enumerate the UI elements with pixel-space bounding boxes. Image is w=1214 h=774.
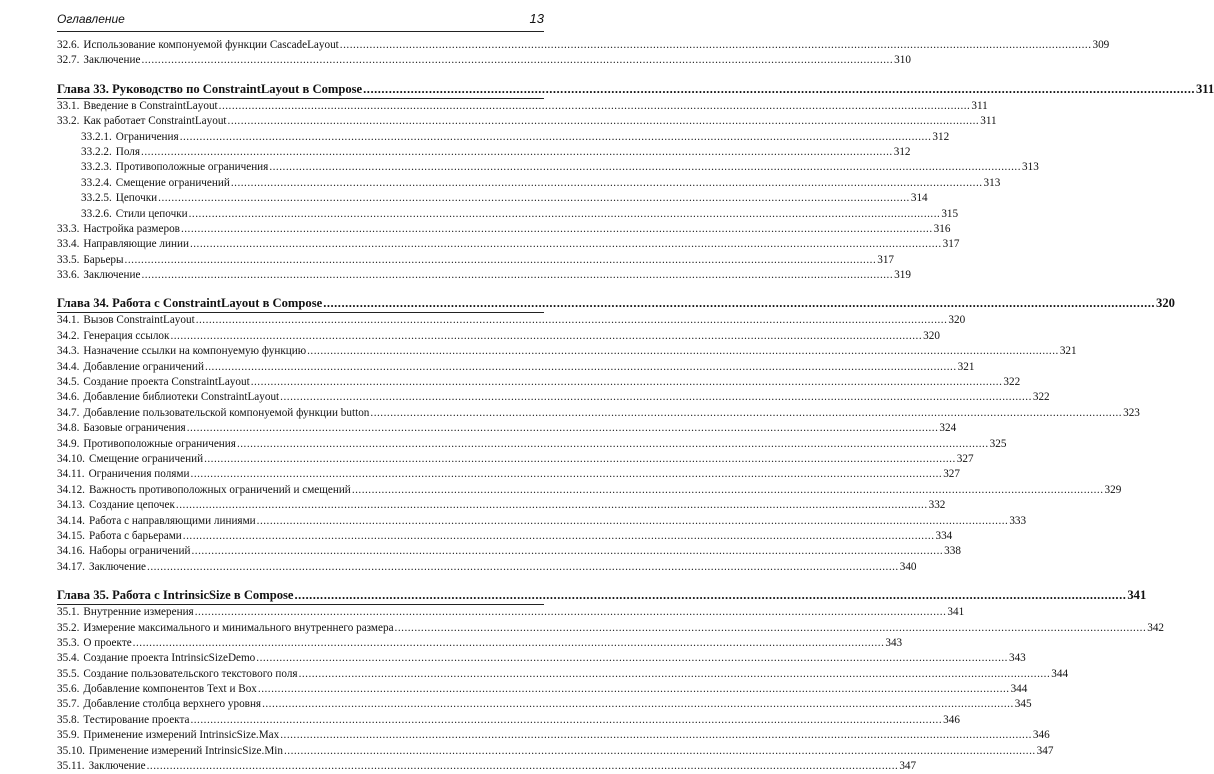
entry-title: Добавление компонентов Text и Box bbox=[83, 683, 257, 696]
entry-number: 34.8. bbox=[57, 422, 80, 435]
entry-title: Поля bbox=[115, 145, 141, 158]
entry-number: 33.2.5. bbox=[81, 192, 112, 205]
dot-leader bbox=[176, 498, 928, 513]
entry-page: 346 bbox=[943, 713, 960, 726]
toc-section-entry[interactable] bbox=[57, 253, 895, 268]
entry-page: 345 bbox=[1014, 698, 1032, 711]
entry-page: 320 bbox=[923, 329, 940, 342]
entry-title: Внутренние измерения bbox=[83, 606, 194, 619]
entry-page: 344 bbox=[1051, 667, 1069, 680]
toc-group bbox=[57, 38, 1110, 69]
entry-title: Работа с барьерами bbox=[88, 529, 182, 542]
dot-leader bbox=[231, 176, 983, 191]
dot-leader bbox=[170, 329, 922, 344]
toc-chapter-entry[interactable] bbox=[57, 81, 1214, 98]
entry-number: 33.2.6. bbox=[81, 207, 112, 220]
dot-leader bbox=[262, 697, 1014, 712]
dot-leader bbox=[190, 713, 942, 728]
dot-leader bbox=[133, 636, 885, 651]
entry-page: 313 bbox=[1022, 161, 1039, 174]
toc-section-entry[interactable] bbox=[57, 621, 1165, 636]
toc-section-entry[interactable] bbox=[57, 38, 1110, 53]
entry-page: 327 bbox=[956, 452, 974, 465]
entry-page: 338 bbox=[944, 545, 961, 558]
toc-section-entry[interactable] bbox=[57, 237, 960, 252]
toc-section-entry[interactable] bbox=[57, 406, 1140, 421]
entry-number: 33.4. bbox=[57, 238, 80, 251]
entry-title: Применение измерений IntrinsicSize.Min bbox=[88, 744, 283, 757]
entry-title: Смещение ограничений bbox=[88, 452, 204, 465]
dot-leader bbox=[180, 130, 932, 145]
entry-page: 321 bbox=[957, 360, 975, 373]
entry-number: 33.2.4. bbox=[81, 176, 112, 189]
entry-page: 342 bbox=[1147, 621, 1165, 634]
entry-title: О проекте bbox=[83, 636, 132, 649]
toc-section-entry[interactable] bbox=[57, 375, 1021, 390]
dot-leader bbox=[195, 605, 947, 620]
toc-section-entry[interactable] bbox=[57, 313, 966, 328]
toc-subsection-entry[interactable] bbox=[57, 145, 911, 160]
dot-leader bbox=[299, 667, 1051, 682]
dot-leader bbox=[183, 529, 935, 544]
spacer bbox=[57, 69, 544, 81]
chapter-title: Глава 33. Руководство по ConstraintLayout в Compose bbox=[57, 81, 363, 96]
entry-title: Работа с направляющими линиями bbox=[88, 514, 256, 527]
toc-group bbox=[57, 283, 1175, 575]
entry-page: 315 bbox=[941, 207, 959, 220]
entry-title: Смещение ограничений bbox=[115, 176, 230, 189]
dot-leader bbox=[191, 544, 943, 559]
entry-number: 33.1. bbox=[57, 99, 80, 112]
entry-number: 32.6. bbox=[57, 39, 80, 51]
toc-section-entry[interactable] bbox=[57, 53, 911, 68]
entry-number: 35.1. bbox=[57, 606, 80, 619]
entry-page: 341 bbox=[947, 606, 965, 619]
dot-leader bbox=[158, 191, 910, 206]
toc-section-entry[interactable] bbox=[57, 529, 953, 544]
entry-page: 325 bbox=[989, 437, 1007, 450]
entry-page: 323 bbox=[1123, 406, 1140, 419]
entry-title: Заключение bbox=[88, 760, 146, 773]
toc-section-entry[interactable] bbox=[57, 636, 903, 651]
dot-leader bbox=[307, 344, 1059, 359]
entry-page: 311 bbox=[971, 99, 988, 112]
dot-leader bbox=[284, 744, 1036, 759]
toc-section-entry[interactable] bbox=[57, 222, 951, 237]
toc-section-entry[interactable] bbox=[57, 329, 940, 344]
entry-title: Добавление ограничений bbox=[83, 360, 204, 373]
page-number: 13 bbox=[529, 11, 544, 26]
entry-title: Измерение максимального и минимального внутреннего размера bbox=[83, 621, 394, 634]
entry-number: 33.5. bbox=[57, 253, 80, 266]
entry-title: Заключение bbox=[88, 560, 147, 573]
toc-section-entry[interactable] bbox=[57, 437, 1007, 452]
toc-section-entry[interactable] bbox=[57, 713, 960, 728]
entry-title: Заключение bbox=[83, 269, 141, 282]
toc-section-entry[interactable] bbox=[57, 390, 1050, 405]
toc-section-entry[interactable] bbox=[57, 99, 988, 114]
entry-title: Направляющие линии bbox=[83, 238, 189, 251]
entry-page: 312 bbox=[893, 145, 911, 158]
dot-leader bbox=[205, 360, 957, 375]
toc-section-entry[interactable] bbox=[57, 544, 961, 559]
entry-title: Барьеры bbox=[83, 253, 124, 266]
dot-leader bbox=[340, 38, 1092, 53]
entry-page: 332 bbox=[928, 499, 946, 512]
entry-number: 35.2. bbox=[57, 621, 80, 634]
entry-page: 321 bbox=[1059, 345, 1077, 358]
toc-section-entry[interactable] bbox=[57, 452, 974, 467]
entry-title: Создание пользовательского текстового поля bbox=[83, 667, 298, 680]
entry-number: 34.5. bbox=[57, 376, 80, 389]
spacer bbox=[57, 283, 544, 295]
dot-leader bbox=[141, 53, 893, 68]
chapter-page: 311 bbox=[1196, 81, 1214, 96]
entry-title: Цепочки bbox=[115, 192, 158, 205]
entry-page: 324 bbox=[939, 422, 957, 435]
dot-leader bbox=[190, 237, 942, 252]
entry-number: 34.17. bbox=[57, 560, 85, 573]
entry-title: Добавление пользовательской компонуемой функции button bbox=[83, 406, 370, 419]
entry-title: Важность противоположных ограничений и смещений bbox=[88, 483, 351, 496]
toc-section-entry[interactable] bbox=[57, 728, 1050, 743]
toc-section-entry[interactable] bbox=[57, 651, 1026, 666]
entry-page: 317 bbox=[877, 253, 895, 266]
dot-leader bbox=[256, 651, 1008, 666]
entry-number: 35.6. bbox=[57, 683, 80, 696]
entry-title: Генерация ссылок bbox=[83, 329, 170, 342]
spacer bbox=[57, 575, 544, 587]
entry-page: 320 bbox=[948, 314, 966, 327]
entry-title: Создание проекта IntrinsicSizeDemo bbox=[83, 652, 256, 665]
entry-title: Ограничения полями bbox=[88, 468, 190, 481]
dot-leader bbox=[204, 452, 956, 467]
entry-page: 316 bbox=[933, 222, 951, 235]
dot-leader bbox=[280, 390, 1032, 405]
toc-group bbox=[57, 575, 1165, 774]
entry-page: 343 bbox=[885, 636, 903, 649]
entry-page: 310 bbox=[894, 54, 911, 67]
entry-page: 333 bbox=[1009, 514, 1027, 527]
dot-leader bbox=[363, 81, 1195, 98]
entry-title: Настройка размеров bbox=[83, 222, 180, 235]
dot-leader bbox=[147, 560, 899, 575]
entry-title: Применение измерений IntrinsicSize.Max bbox=[83, 729, 280, 742]
entry-page: 334 bbox=[935, 529, 953, 542]
page-header bbox=[57, 10, 544, 32]
entry-number: 33.2.2. bbox=[81, 145, 112, 158]
dot-leader bbox=[352, 483, 1104, 498]
chapter-page: 320 bbox=[1156, 296, 1175, 311]
entry-number: 34.9. bbox=[57, 437, 80, 450]
entry-title: Стили цепочки bbox=[115, 207, 188, 220]
entry-title: Противоположные ограничения bbox=[115, 161, 269, 174]
entry-title: Использование компонуемой функции CascadeLayout bbox=[83, 39, 339, 51]
entry-number: 35.10. bbox=[57, 744, 85, 757]
entry-page: 319 bbox=[894, 269, 911, 282]
dot-leader bbox=[258, 682, 1010, 697]
toc-section-entry[interactable] bbox=[57, 744, 1054, 759]
entry-page: 317 bbox=[942, 238, 960, 251]
entry-title: Противоположные ограничения bbox=[83, 437, 236, 450]
toc-section-entry[interactable] bbox=[57, 467, 960, 482]
entry-title: Ограничения bbox=[115, 130, 179, 143]
entry-number: 35.4. bbox=[57, 652, 80, 665]
entry-number: 35.3. bbox=[57, 636, 80, 649]
toc-section-entry[interactable] bbox=[57, 483, 1122, 498]
entry-title: Введение в ConstraintLayout bbox=[83, 99, 218, 112]
entry-page: 347 bbox=[899, 760, 917, 773]
entry-number: 34.10. bbox=[57, 452, 85, 465]
entry-number: 34.4. bbox=[57, 360, 80, 373]
toc-subsection-entry[interactable] bbox=[57, 160, 1039, 175]
entry-title: Базовые ограничения bbox=[83, 422, 186, 435]
chapter-title: Глава 35. Работа с IntrinsicSize в Compose bbox=[57, 588, 294, 603]
entry-number: 35.9. bbox=[57, 729, 80, 742]
entry-number: 34.15. bbox=[57, 529, 85, 542]
toc-chapter-entry[interactable] bbox=[57, 295, 1175, 312]
toc-section-entry[interactable] bbox=[57, 360, 975, 375]
entry-title: Добавление столбца верхнего уровня bbox=[83, 698, 262, 711]
dot-leader bbox=[196, 313, 948, 328]
dot-leader bbox=[295, 587, 1127, 604]
dot-leader bbox=[269, 160, 1021, 175]
toc-chapter-entry[interactable] bbox=[57, 587, 1147, 604]
dot-leader bbox=[141, 268, 893, 283]
entry-page: 329 bbox=[1104, 483, 1122, 496]
table-of-contents bbox=[57, 38, 1214, 774]
toc-section-entry[interactable] bbox=[57, 498, 946, 513]
entry-title: Наборы ограничений bbox=[88, 545, 191, 558]
entry-number: 35.11. bbox=[57, 760, 85, 773]
toc-group bbox=[57, 69, 1214, 284]
entry-number: 33.2. bbox=[57, 115, 80, 128]
toc-section-entry[interactable] bbox=[57, 514, 1027, 529]
toc-subsection-entry[interactable] bbox=[57, 207, 959, 222]
entry-number: 34.6. bbox=[57, 391, 80, 404]
entry-number: 35.8. bbox=[57, 713, 80, 726]
running-head: Оглавление bbox=[57, 12, 125, 26]
entry-title: Заключение bbox=[83, 54, 141, 67]
dot-leader bbox=[125, 253, 877, 268]
entry-page: 309 bbox=[1092, 39, 1110, 51]
dot-leader bbox=[257, 514, 1009, 529]
entry-number: 34.12. bbox=[57, 483, 85, 496]
entry-page: 340 bbox=[899, 560, 917, 573]
dot-leader bbox=[219, 99, 971, 114]
dot-leader bbox=[251, 375, 1003, 390]
entry-page: 311 bbox=[980, 115, 997, 128]
entry-page: 313 bbox=[983, 176, 1001, 189]
entry-number: 34.11. bbox=[57, 468, 85, 481]
entry-page: 322 bbox=[1003, 376, 1021, 389]
dot-leader bbox=[280, 728, 1032, 743]
entry-title: Добавление библиотеки ConstraintLayout bbox=[83, 391, 280, 404]
dot-leader bbox=[370, 406, 1122, 421]
entry-page: 347 bbox=[1036, 744, 1054, 757]
entry-title: Тестирование проекта bbox=[83, 713, 190, 726]
dot-leader bbox=[187, 421, 939, 436]
dot-leader bbox=[237, 437, 989, 452]
chapter-page: 341 bbox=[1127, 588, 1147, 603]
entry-number: 34.7. bbox=[57, 406, 80, 419]
entry-number: 33.6. bbox=[57, 269, 80, 282]
entry-number: 33.2.1. bbox=[81, 130, 112, 143]
toc-subsection-entry[interactable] bbox=[57, 176, 1001, 191]
toc-section-entry[interactable] bbox=[57, 759, 917, 774]
toc-section-entry[interactable] bbox=[57, 560, 917, 575]
entry-number: 34.14. bbox=[57, 514, 85, 527]
entry-number: 34.16. bbox=[57, 545, 85, 558]
toc-section-entry[interactable] bbox=[57, 682, 1028, 697]
toc-subsection-entry[interactable] bbox=[57, 191, 928, 206]
dot-leader bbox=[181, 222, 933, 237]
dot-leader bbox=[191, 467, 943, 482]
dot-leader bbox=[189, 207, 941, 222]
toc-section-entry[interactable] bbox=[57, 667, 1069, 682]
toc-subsection-entry[interactable] bbox=[57, 130, 950, 145]
dot-leader bbox=[395, 621, 1147, 636]
toc-section-entry[interactable] bbox=[57, 605, 965, 620]
entry-number: 33.2.3. bbox=[81, 161, 112, 174]
entry-page: 327 bbox=[943, 468, 960, 481]
entry-page: 344 bbox=[1010, 683, 1028, 696]
entry-number: 32.7. bbox=[57, 54, 80, 67]
entry-number: 35.5. bbox=[57, 667, 80, 680]
entry-number: 34.2. bbox=[57, 329, 80, 342]
entry-title: Создание проекта ConstraintLayout bbox=[83, 376, 250, 389]
entry-number: 33.3. bbox=[57, 222, 80, 235]
entry-number: 35.7. bbox=[57, 698, 80, 711]
entry-page: 343 bbox=[1008, 652, 1026, 665]
entry-page: 346 bbox=[1032, 729, 1050, 742]
entry-number: 34.13. bbox=[57, 499, 85, 512]
dot-leader bbox=[147, 759, 899, 774]
dot-leader bbox=[228, 114, 980, 129]
entry-title: Назначение ссылки на компонуемую функцию bbox=[83, 345, 307, 358]
entry-page: 314 bbox=[910, 192, 928, 205]
toc-section-entry[interactable] bbox=[57, 344, 1077, 359]
chapter-title: Глава 34. Работа с ConstraintLayout в Compose bbox=[57, 296, 323, 311]
entry-title: Как работает ConstraintLayout bbox=[83, 115, 227, 128]
toc-section-entry[interactable] bbox=[57, 697, 1032, 712]
entry-title: Вызов ConstraintLayout bbox=[83, 314, 195, 327]
dot-leader bbox=[323, 295, 1155, 312]
entry-number: 34.3. bbox=[57, 345, 80, 358]
entry-number: 34.1. bbox=[57, 314, 80, 327]
toc-section-entry[interactable] bbox=[57, 421, 957, 436]
entry-page: 312 bbox=[932, 130, 950, 143]
entry-page: 322 bbox=[1032, 391, 1050, 404]
toc-section-entry[interactable] bbox=[57, 114, 997, 129]
toc-section-entry[interactable] bbox=[57, 268, 911, 283]
entry-title: Создание цепочек bbox=[88, 499, 175, 512]
dot-leader bbox=[141, 145, 893, 160]
